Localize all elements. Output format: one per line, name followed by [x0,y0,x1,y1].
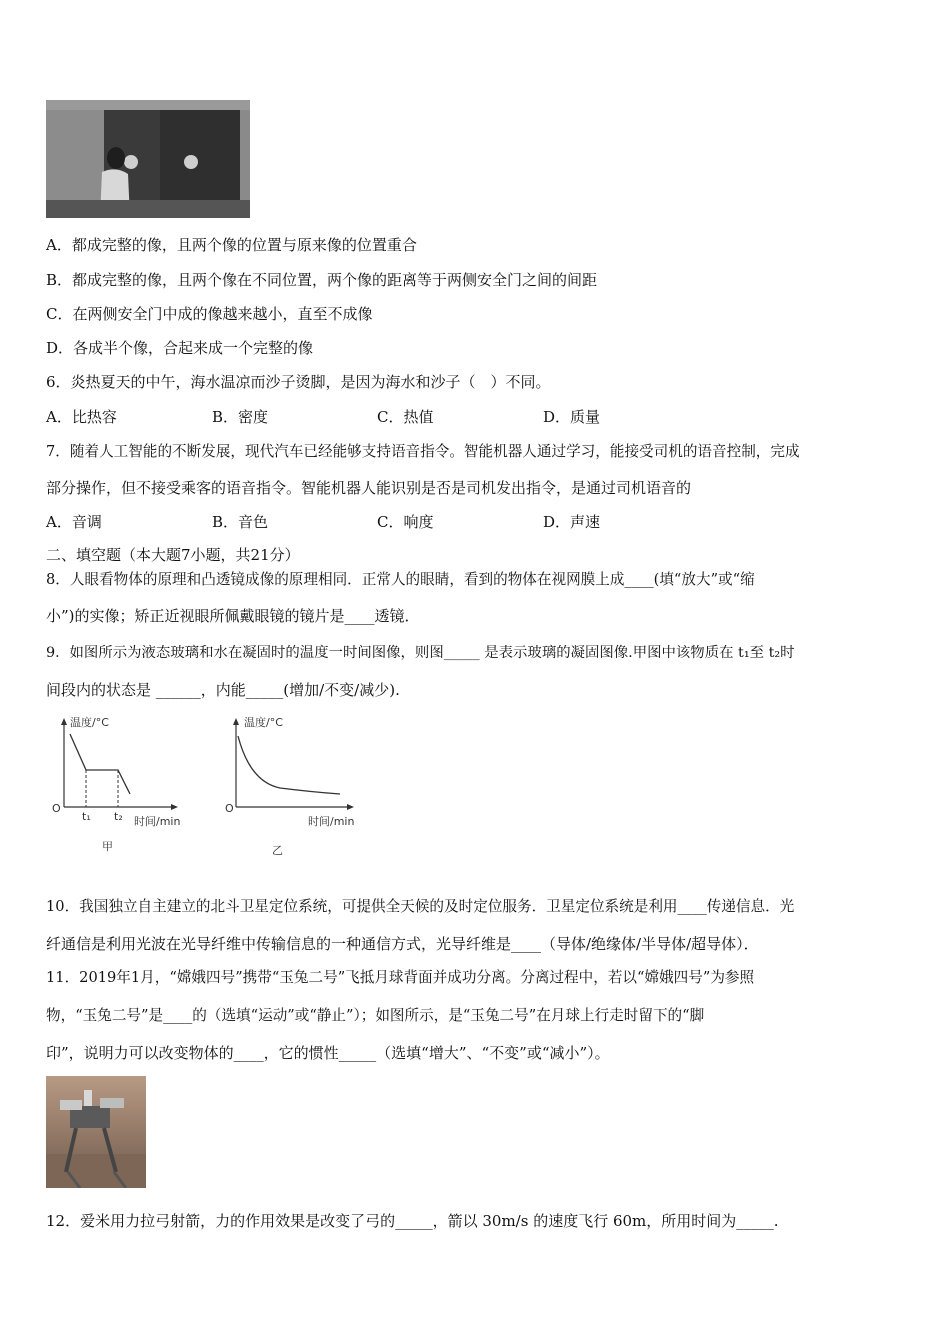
q5-option-a: A．都成完整的像，且两个像的位置与原来像的位置重合 [46,236,417,254]
q5-option-d: D．各成半个像，合起来成一个完整的像 [46,339,314,357]
q7-option-c: C．响度 [377,513,434,531]
q6-stem: 6．炎热夏天的中午，海水温凉而沙子烫脚，是因为海水和沙子（ ）不同。 [46,373,551,391]
graph-jia-caption: 甲 [102,840,113,853]
graph-yi-xlabel: 时间/min [308,815,355,828]
q9-line2: 间段内的状态是 ______，内能_____(增加/不变/减少). [46,681,400,699]
q11-line2: 物，“玉兔二号”是____的（选填“运动”或“静止”）；如图所示，是“玉兔二号”在月球上行走时留下的“脚 [46,1007,705,1024]
graph-jia-t2: t₂ [114,810,123,823]
graph-jia-ylabel: 温度/°C [70,716,109,729]
q6-option-c: C．热值 [377,408,434,426]
graph-jia-origin: O [52,802,61,815]
q9-line1: 9．如图所示为液态玻璃和水在凝固时的温度一时间图像，则图_____ 是表示玻璃的凝固图像.甲图中该物质在 t₁至 t₂时 [46,645,795,661]
section-heading: 二、填空题（本大题7小题，共21分） [46,546,300,564]
q6-option-b: B．密度 [212,408,269,426]
q7-stem-line1: 7．随着人工智能的不断发展，现代汽车已经能够支持语音指令。智能机器人通过学习，能接受司机的语音控制，完成 [46,443,800,460]
graph-jia [46,712,196,858]
q10-line1: 10．我国独立自主建立的北斗卫星定位系统，可提供全天候的及时定位服务．卫星定位系统是利用____传递信息．光 [46,898,795,915]
q11-line1: 11．2019年1月，“嫦娥四号”携带“玉兔二号”飞抵月球背面并成功分离。分离过程中，若以“嫦娥四号”为参照 [46,969,755,986]
q6-option-d: D．质量 [543,408,601,426]
q8-line1: 8．人眼看物体的原理和凸透镜成像的原理相同．正常人的眼睛，看到的物体在视网膜上成____(填“放大”或“缩 [46,571,755,588]
yutu-rover-photo [46,1076,146,1188]
q6-option-a: A．比热容 [46,408,117,426]
q5-option-b: B．都成完整的像，且两个像在不同位置，两个像的距离等于两侧安全门之间的间距 [46,271,598,289]
q10-line2: 纤通信是利用光波在光导纤维中传输信息的一种通信方式，光导纤维是____（导体/绝缘体/半导体/超导体）． [46,935,759,953]
q8-line2: 小”)的实像；矫正近视眼所佩戴眼镜的镜片是____透镜． [46,607,420,625]
q7-stem-line2: 部分操作，但不接受乘客的语音指令。智能机器人能识别是否是司机发出指令，是通过司机语音的 [46,479,692,497]
q5-option-c: C．在两侧安全门中成的像越来越小，直至不成像 [46,305,373,323]
graph-yi [222,712,372,858]
graph-jia-t1: t₁ [82,810,91,823]
graph-yi-origin: O [225,802,234,815]
safety-door-photo [46,100,250,218]
q12-line1: 12．爱米用力拉弓射箭，力的作用效果是改变了弓的_____，箭以 30m/s 的速度飞行 60m，所用时间为_____. [46,1212,779,1230]
graph-jia-xlabel: 时间/min [134,815,181,828]
graph-yi-caption: 乙 [272,844,283,857]
q7-option-d: D．声速 [543,513,601,531]
q7-option-a: A．音调 [46,513,102,531]
q11-line3: 印”，说明力可以改变物体的____，它的惯性_____（选填“增大”、“不变”或“减小”）。 [46,1044,610,1062]
graph-yi-ylabel: 温度/°C [244,716,283,729]
q7-option-b: B．音色 [212,513,269,531]
